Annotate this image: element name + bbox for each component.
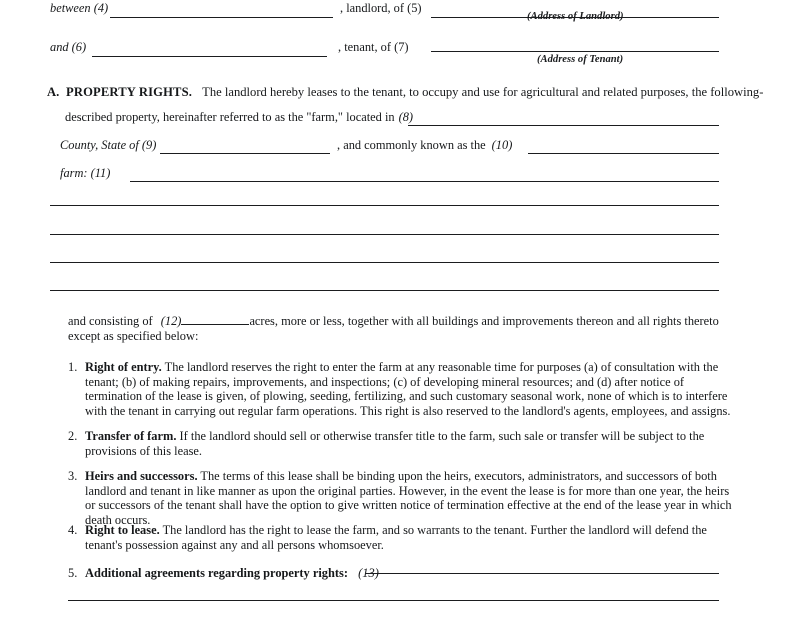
commonly-known-label: , and commonly known as the (10) bbox=[337, 138, 513, 152]
clause-text: The landlord reserves the right to enter the farm at any reasonable time for purposes (a) of consultation with the tenant; (b) of making repairs, improvements, and inspections; (c) of developing mineral resources; and (d) after notice of termination of the lease is given, of plowing, seeding, fertilizing, and such customary seasonal work, none of which is to interfere with the tenant in carrying out regular farm operations. This right is also reserved to the landlord's agents, employees, and assigns. bbox=[85, 360, 731, 418]
clause-text: If the landlord should sell or otherwise transfer title to the farm, such sale or transfer will be subject to the provisions of this lease. bbox=[85, 429, 705, 458]
tenant-address-fill-line[interactable] bbox=[431, 51, 719, 52]
farm-description-fill-line-4[interactable] bbox=[50, 290, 719, 291]
farm-name-fill-line[interactable] bbox=[528, 153, 719, 154]
landlord-after-label: , landlord, of (5) bbox=[340, 1, 422, 15]
clause-number: 5. bbox=[68, 566, 78, 580]
additional-agreements-fill-line-1[interactable] bbox=[365, 573, 719, 574]
tenant-address-caption: (Address of Tenant) bbox=[537, 54, 624, 65]
clause-title: Additional agreements regarding property rights: bbox=[85, 566, 348, 580]
clause-body bbox=[85, 523, 740, 552]
landlord-lead-label: between (4) bbox=[50, 1, 109, 15]
landlord-address-caption: (Address of Landlord) bbox=[527, 11, 624, 22]
clause-number: 3. bbox=[68, 469, 78, 483]
acreage-lead: and consisting of bbox=[68, 314, 153, 328]
county-state-fill-line[interactable] bbox=[160, 153, 330, 154]
clause-right-to-lease bbox=[68, 523, 740, 552]
farm-description-fill-line-0[interactable] bbox=[130, 181, 719, 182]
ref-13: (13) bbox=[358, 566, 379, 580]
tenant-after-label: , tenant, of (7) bbox=[338, 40, 409, 54]
farm-ref-label: farm: (11) bbox=[60, 166, 111, 180]
farm-description-fill-line-3[interactable] bbox=[50, 262, 719, 263]
acreage-paragraph bbox=[68, 313, 740, 344]
additional-agreements-fill-line-2[interactable] bbox=[68, 600, 719, 601]
clause-heirs-and-successors bbox=[68, 469, 740, 527]
clause-body bbox=[85, 360, 740, 418]
farm-description-fill-line-2[interactable] bbox=[50, 234, 719, 235]
section-heading: PROPERTY RIGHTS. bbox=[66, 85, 193, 99]
section-line2: described property, hereinafter referred to as the "farm," located in (8) bbox=[65, 110, 414, 124]
clause-body bbox=[85, 429, 740, 458]
clause-title: Transfer of farm. bbox=[85, 429, 177, 443]
ref-10: (10) bbox=[491, 138, 513, 152]
section-heading-line bbox=[66, 85, 763, 100]
tenant-name-fill-line[interactable] bbox=[92, 56, 327, 57]
tenant-lead-label: and (6) bbox=[50, 40, 87, 54]
clause-text: The landlord has the right to lease the farm, and so warrants to the tenant. Further the landlord will defend the tenant's possession against any and all persons whomsoever. bbox=[85, 523, 707, 552]
clause-number: 2. bbox=[68, 429, 78, 443]
section-letter: A. bbox=[47, 85, 60, 99]
clause-title: Right to lease. bbox=[85, 523, 160, 537]
clause-title: Heirs and successors. bbox=[85, 469, 198, 483]
acreage-after: acres, more or less, together with all buildings and improvements thereon and all rights thereto bbox=[249, 314, 719, 328]
farm-description-fill-line-1[interactable] bbox=[50, 205, 719, 206]
landlord-name-fill-line[interactable] bbox=[110, 17, 333, 18]
clause-number: 4. bbox=[68, 523, 78, 537]
ref-8: (8) bbox=[398, 110, 414, 124]
clause-body bbox=[85, 469, 740, 527]
located-in-fill-line[interactable] bbox=[408, 125, 719, 126]
clause-right-of-entry bbox=[68, 360, 740, 418]
acreage-second-line: except as specified below: bbox=[68, 329, 199, 343]
acreage-fill-blank[interactable] bbox=[181, 313, 249, 325]
clause-text: The terms of this lease shall be binding upon the heirs, executors, administrators, and successors of both landlord and tenant in like manner as upon the original parties. However, in the event the lease is for more than one year, the heirs or successors of the tenant shall have the option to give written notice of termination effective at the end of the lease year in which death occurs. bbox=[85, 469, 732, 527]
clause-transfer-of-farm bbox=[68, 429, 740, 458]
county-state-label: County, State of (9) bbox=[60, 138, 157, 152]
ref-12: (12) bbox=[160, 314, 182, 328]
clause-title: Right of entry. bbox=[85, 360, 162, 374]
clause-number: 1. bbox=[68, 360, 78, 374]
section-lead-text: The landlord hereby leases to the tenant, to occupy and use for agricultural and related purposes, the following- bbox=[202, 85, 764, 99]
